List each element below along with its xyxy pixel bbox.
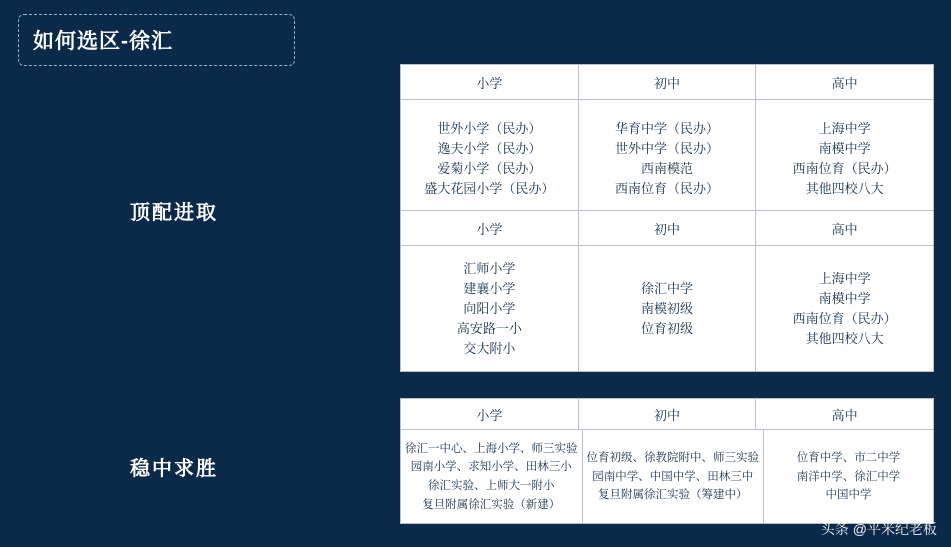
list-item: 向阳小学 xyxy=(463,300,516,316)
cell-middle-schools xyxy=(578,100,756,218)
watermark xyxy=(821,519,937,539)
list-item: 世外小学（民办） xyxy=(437,120,542,136)
list-item: 园南中学、中国中学、田林三中 xyxy=(592,470,754,483)
cell-high-schools xyxy=(755,246,933,372)
column-header-primary: 小学 xyxy=(476,407,503,423)
list-item: 汇师小学 xyxy=(463,260,516,276)
cell-high-schools xyxy=(755,100,933,218)
list-item: 位育中学、市二中学 xyxy=(796,452,901,465)
page-title-badge xyxy=(18,14,295,66)
list-item: 交大附小 xyxy=(463,341,516,357)
list-item: 上海中学 xyxy=(818,120,871,136)
table-header-row xyxy=(401,211,933,246)
list-item: 华育中学（民办） xyxy=(615,120,720,136)
column-header-middle: 初中 xyxy=(578,65,756,99)
list-item: 西南位育（民办） xyxy=(792,311,897,326)
list-item: 复旦附属徐汇实验（新建） xyxy=(422,498,561,511)
cell-primary-schools xyxy=(401,246,578,372)
list-item: 位育初级、徐教院附中、师三实验 xyxy=(586,452,759,465)
list-item: 上海中学 xyxy=(818,270,871,286)
table-body-row xyxy=(401,100,933,218)
list-item: 中国中学 xyxy=(825,489,872,502)
column-header-middle: 初中 xyxy=(578,211,756,245)
column-header-high: 高中 xyxy=(755,65,933,99)
list-item: 徐汇中学 xyxy=(641,280,694,296)
column-header-high: 高中 xyxy=(755,211,933,245)
list-item: 其他四校八大 xyxy=(805,331,884,347)
watermark-author: @平米纪老板 xyxy=(852,521,937,537)
list-item: 盛大花园小学（民办） xyxy=(424,181,555,197)
cell-primary-schools xyxy=(401,430,582,524)
list-item: 西南模范 xyxy=(641,161,694,176)
page-title: 如何选区-徐汇 xyxy=(33,30,173,53)
column-header-primary: 小学 xyxy=(476,221,503,237)
column-header-high: 高中 xyxy=(755,399,933,429)
toutiao-logo: 头条 xyxy=(820,521,849,537)
list-item: 建襄小学 xyxy=(463,280,516,296)
list-item: 西南位育（民办） xyxy=(792,161,897,176)
table-header-row xyxy=(401,65,933,100)
list-item: 南模初级 xyxy=(641,300,694,316)
list-item: 南模中学 xyxy=(818,140,871,156)
school-table-tier1 xyxy=(400,64,934,218)
cell-high-schools xyxy=(763,430,933,524)
list-item: 逸夫小学（民办） xyxy=(437,140,542,156)
table-header-row xyxy=(401,399,933,430)
list-item: 其他四校八大 xyxy=(805,181,884,197)
cell-primary-schools xyxy=(401,100,578,218)
list-item: 位育初级 xyxy=(641,321,694,337)
list-item: 西南位育（民办） xyxy=(615,181,720,197)
column-header-middle: 初中 xyxy=(578,399,756,429)
list-item: 复旦附属徐汇实验（筹建中） xyxy=(598,489,748,502)
list-item: 世外中学（民办） xyxy=(615,140,720,156)
list-item: 南模中学 xyxy=(818,290,871,306)
list-item: 徐汇一中心、上海小学、师三实验 xyxy=(405,442,578,455)
list-item: 南洋中学、徐汇中学 xyxy=(796,470,901,483)
school-table-tier3 xyxy=(400,398,934,524)
list-item: 高安路一小 xyxy=(456,321,522,337)
row-label-steady: 稳中求胜 xyxy=(130,458,218,480)
school-table-tier2 xyxy=(400,210,934,372)
list-item: 徐汇实验、上师大一附小 xyxy=(428,480,555,492)
table-body-row xyxy=(401,430,933,524)
cell-middle-schools xyxy=(582,430,764,524)
cell-middle-schools xyxy=(578,246,756,372)
column-header-primary: 小学 xyxy=(476,75,503,91)
row-label-top-tier: 顶配进取 xyxy=(130,202,218,224)
list-item: 爱菊小学（民办） xyxy=(437,161,542,176)
list-item: 园南小学、求知小学、田林三小 xyxy=(410,461,572,474)
table-body-row xyxy=(401,246,933,372)
